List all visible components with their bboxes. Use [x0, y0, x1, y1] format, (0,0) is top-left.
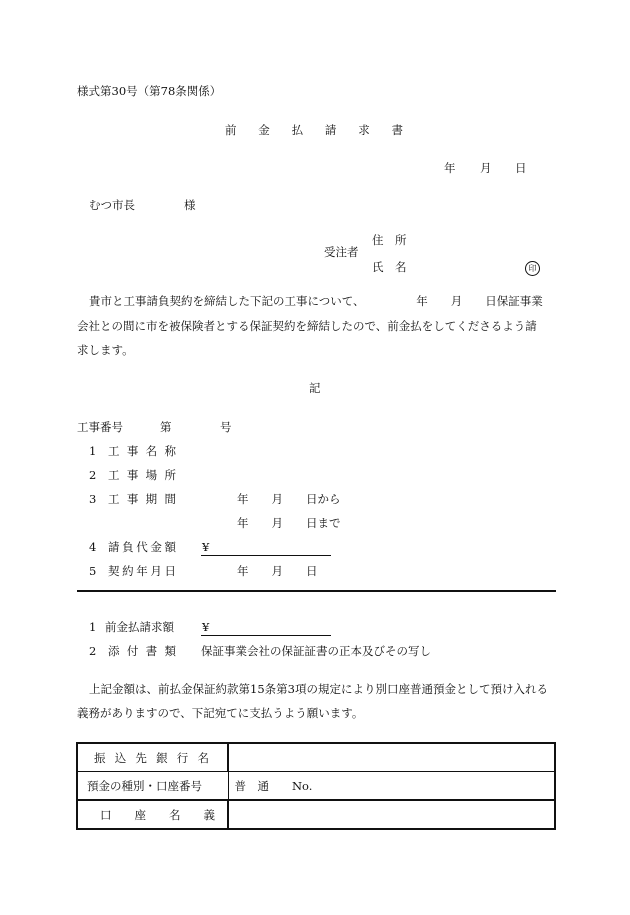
yen-symbol: ¥: [202, 620, 210, 634]
item-number: 2: [89, 468, 97, 482]
table-row: [77, 772, 555, 801]
account-holder-label: 口 座 名 義: [77, 800, 228, 829]
table-row: [77, 800, 555, 829]
title-char: 請: [324, 123, 337, 137]
amount-underline: [201, 555, 331, 556]
item-label-work-place: 工 事 場 所: [108, 468, 176, 482]
ki-heading: 記: [309, 381, 321, 395]
section-divider: [77, 590, 556, 592]
note-line-2: 義務がありますので、下記宛てに支払うよう願います。: [77, 706, 364, 720]
bank-name-value[interactable]: [228, 743, 555, 772]
bank-table: [76, 742, 556, 830]
addressee-honorific: 様: [184, 198, 196, 212]
table-row: [77, 743, 555, 772]
title-char: 求: [358, 123, 370, 137]
body-line-2: 会社との間に市を被保険者とする保証契約を締結したので、前金払をしてくださるよう請: [77, 319, 537, 333]
item-label-work-period: 工 事 期 間: [108, 492, 176, 506]
yen-symbol: ¥: [202, 540, 210, 554]
document-title: [225, 125, 403, 137]
contractor-label: 受注者: [324, 245, 359, 259]
body-line-3: 求します。: [77, 343, 134, 357]
date-day: 日: [515, 161, 527, 175]
request-amount-underline: [201, 635, 331, 636]
body-line-1: 貴市と工事請負契約を締結した下記の工事について、 年 月 日保証事業: [89, 294, 543, 308]
item-label-contract-amount: 請 負 代 金 額: [108, 540, 176, 554]
title-char: 払: [291, 123, 304, 137]
account-type-label: 預金の種別・口座番号: [77, 772, 228, 801]
construction-no-label: 工事番号: [77, 420, 123, 434]
item-number: 4: [89, 540, 97, 554]
date-month: 月: [480, 161, 492, 175]
item-number: 1: [89, 444, 97, 458]
request-amount-label: 前金払請求額: [105, 620, 174, 634]
name-label: 氏 名: [372, 260, 407, 274]
account-type-value[interactable]: 普 通 No.: [228, 772, 555, 801]
item-label-work-name: 工 事 名 称: [108, 444, 176, 458]
seal-mark: 印: [525, 261, 540, 276]
bank-name-label: 振 込 先 銀 行 名: [77, 743, 228, 772]
title-char: 金: [258, 123, 270, 137]
contract-date: 年 月 日: [237, 564, 318, 578]
account-holder-value[interactable]: [228, 800, 555, 829]
addressee-name: むつ市長: [89, 198, 135, 212]
form-number: 様式第30号（第78条関係）: [77, 84, 222, 98]
item-number: 1: [89, 620, 97, 634]
item-number: 3: [89, 492, 97, 506]
period-to: 年 月 日まで: [237, 516, 341, 530]
attachments-label: 添 付 書 類: [108, 644, 176, 658]
construction-no-go: 号: [220, 420, 232, 434]
address-label: 住 所: [372, 233, 407, 247]
item-label-contract-date: 契 約 年 月 日: [108, 564, 176, 578]
construction-no-dai: 第: [160, 420, 172, 434]
note-line-1: 上記金額は、前払金保証約款第15条第3項の規定により別口座普通預金として預け入れる: [89, 682, 548, 696]
period-from: 年 月 日から: [237, 492, 341, 506]
title-char: 前: [225, 123, 237, 137]
date-year: 年: [444, 161, 456, 175]
item-number: 5: [89, 564, 97, 578]
item-number: 2: [89, 644, 97, 658]
attachments-value: 保証事業会社の保証証書の正本及びその写し: [201, 644, 431, 658]
title-char: 書: [391, 123, 403, 137]
